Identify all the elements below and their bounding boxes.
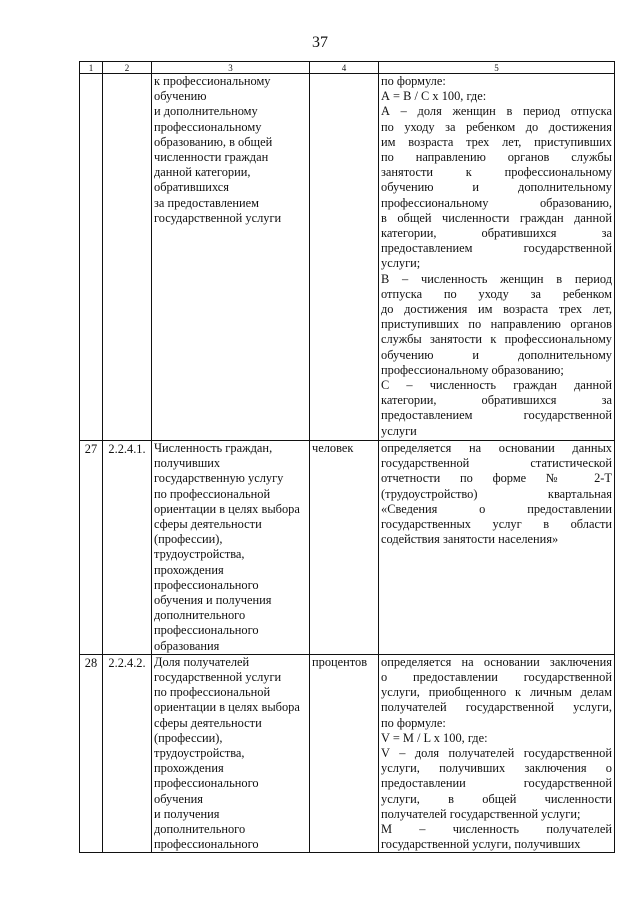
method-line: профессиональному образованию; <box>381 362 564 377</box>
method-line: услуги <box>381 423 417 438</box>
method-line: содействия занятости населения» <box>381 532 559 547</box>
method-line: определяется на основании данных <box>381 441 612 455</box>
cell-number: 27 <box>80 441 103 655</box>
cell-number <box>80 74 103 441</box>
method-line: по формуле: <box>381 74 446 88</box>
method-line: профессиональному образованию, <box>381 195 612 210</box>
header-col-4: 4 <box>310 62 379 74</box>
cell-code: 2.2.4.2. <box>103 654 152 853</box>
indicators-table <box>79 61 615 853</box>
method-line: предоставлении государственной <box>381 776 612 791</box>
method-line: «Сведения о предоставлении <box>381 501 612 516</box>
method-line: о предоставлении государственной <box>381 670 612 685</box>
cell-number: 28 <box>80 654 103 853</box>
method-line: определяется на основании заключения <box>381 654 612 669</box>
method-line: V = M / L x 100, где: <box>381 730 488 745</box>
method-line: А = В / С х 100, где: <box>381 89 487 104</box>
method-line: услуги; <box>381 256 421 271</box>
method-line: В – численность женщин в период <box>381 271 612 286</box>
method-line: M – численность получателей <box>381 822 612 837</box>
method-line: государственной статистической <box>381 456 612 471</box>
page-number: 37 <box>312 34 328 51</box>
header-row <box>80 62 615 74</box>
header-col-2: 2 <box>103 62 152 74</box>
method-line: категории, обратившихся за <box>381 393 612 408</box>
method-line: государственных услуг в области <box>381 517 612 532</box>
method-line: приступивших по направлению органов <box>381 317 612 332</box>
method-line: отпуска по уходу за ребенком <box>381 286 612 301</box>
table-row <box>80 654 615 853</box>
cell-code: 2.2.4.1. <box>103 441 152 655</box>
method-line: по уходу за ребенком до достижения <box>381 119 612 134</box>
method-line: до достижения им возраста трех лет, <box>381 302 612 317</box>
cell-code <box>103 74 152 441</box>
method-line: С – численность граждан данной <box>381 378 612 393</box>
method-line: предоставлением государственной <box>381 408 612 423</box>
cell-unit: человек <box>310 441 379 655</box>
cell-indicator-name: Доля получателей государственной услуги по профессиональной ориентации в целях выбора сферы деятельности (профессии), трудоустройства, прохождения профессионального обучения и получения дополнительного профессионального <box>152 654 310 853</box>
method-line: государственной услуги, получивших <box>381 837 581 852</box>
method-line: им возраста трех лет, приступивших <box>381 134 612 149</box>
cell-calculation-method <box>379 654 615 853</box>
cell-unit <box>310 74 379 441</box>
method-line: предоставлением государственной <box>381 241 612 256</box>
cell-calculation-method <box>379 74 615 441</box>
method-line: услуги, в общей численности <box>381 791 612 806</box>
header-col-5: 5 <box>379 62 615 74</box>
method-line: V – доля получателей государственной <box>381 746 612 761</box>
method-line: А – доля женщин в период отпуска <box>381 104 612 119</box>
method-line: обучению и дополнительному <box>381 347 612 362</box>
method-line: в общей численности граждан данной <box>381 210 612 225</box>
method-line: отчетности по форме № 2-Т <box>381 471 612 486</box>
method-line: услуги, приобщенного к личным делам <box>381 685 612 700</box>
method-line: (трудоустройство) квартальная <box>381 486 612 501</box>
method-line: по направлению органов службы <box>381 150 612 165</box>
table-row <box>80 441 615 655</box>
cell-indicator-name: Численность граждан, получивших государственную услугу по профессиональной ориентации в целях выбора сферы деятельности (профессии), трудоустройства, прохождения профессионального обучения и получения дополнительного профессионального образования <box>152 441 310 655</box>
cell-calculation-method <box>379 441 615 655</box>
method-line: по формуле: <box>381 715 446 730</box>
table-row <box>80 74 615 441</box>
method-line: занятости к профессиональному <box>381 165 612 180</box>
method-line: категории, обратившихся за <box>381 226 612 241</box>
method-line: услуги, получивших заключения о <box>381 761 612 776</box>
method-line: получателей государственной услуги, <box>381 700 612 715</box>
header-col-1: 1 <box>80 62 103 74</box>
cell-indicator-name: к профессиональному обучению и дополнительному профессиональному образованию, в общей численности граждан данной категории, обратившихся за предоставлением государственной услуги <box>152 74 310 441</box>
header-col-3: 3 <box>152 62 310 74</box>
cell-unit: процентов <box>310 654 379 853</box>
method-line: получателей государственной услуги; <box>381 806 581 821</box>
method-line: обучению и дополнительному <box>381 180 612 195</box>
method-line: службы занятости к профессиональному <box>381 332 612 347</box>
